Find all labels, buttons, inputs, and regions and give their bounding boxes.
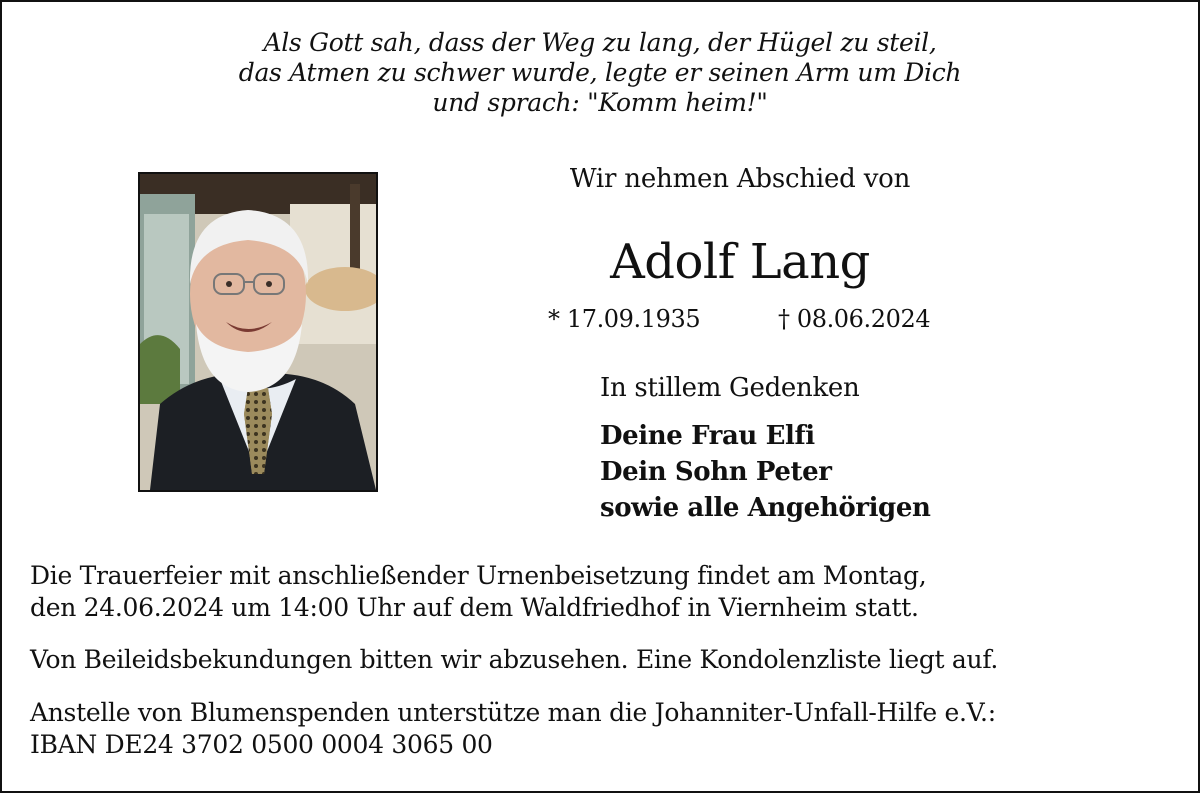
birth-date: * 17.09.1935 [548, 305, 701, 333]
donation-note [30, 697, 1180, 761]
funeral-line: den 24.06.2024 um 14:00 Uhr auf dem Waldfriedhof in Viernheim statt. [30, 593, 919, 622]
deceased-name: Adolf Lang [610, 234, 870, 290]
death-date: † 08.06.2024 [778, 305, 931, 333]
poem-line: das Atmen zu schwer wurde, legte er seinen Arm um Dich [238, 58, 962, 87]
family-member: Deine Frau Elfi [600, 421, 815, 451]
funeral-details [30, 560, 1180, 624]
iban-line: IBAN DE24 3702 0500 0004 3065 00 [30, 730, 493, 759]
portrait-illustration [140, 174, 376, 490]
memory-line: In stillem Gedenken [600, 373, 860, 403]
family-member: sowie alle Angehörigen [600, 493, 931, 523]
donation-line: Anstelle von Blumenspenden unterstütze man die Johanniter-Unfall-Hilfe e.V.: [30, 698, 996, 727]
family-member: Dein Sohn Peter [600, 457, 832, 487]
portrait-photo [138, 172, 378, 492]
poem [0, 28, 1200, 118]
funeral-line: Die Trauerfeier mit anschließender Urnenbeisetzung findet am Montag, [30, 561, 927, 590]
poem-line: und sprach: "Komm heim!" [432, 88, 768, 117]
poem-line: Als Gott sah, dass der Weg zu lang, der Hügel zu steil, [263, 28, 937, 57]
family-signatures [600, 418, 930, 526]
condolence-line: Von Beileidsbekundungen bitten wir abzusehen. Eine Kondolenzliste liegt auf. [30, 645, 999, 674]
farewell-intro: Wir nehmen Abschied von [569, 164, 911, 194]
condolence-note [30, 644, 1180, 676]
